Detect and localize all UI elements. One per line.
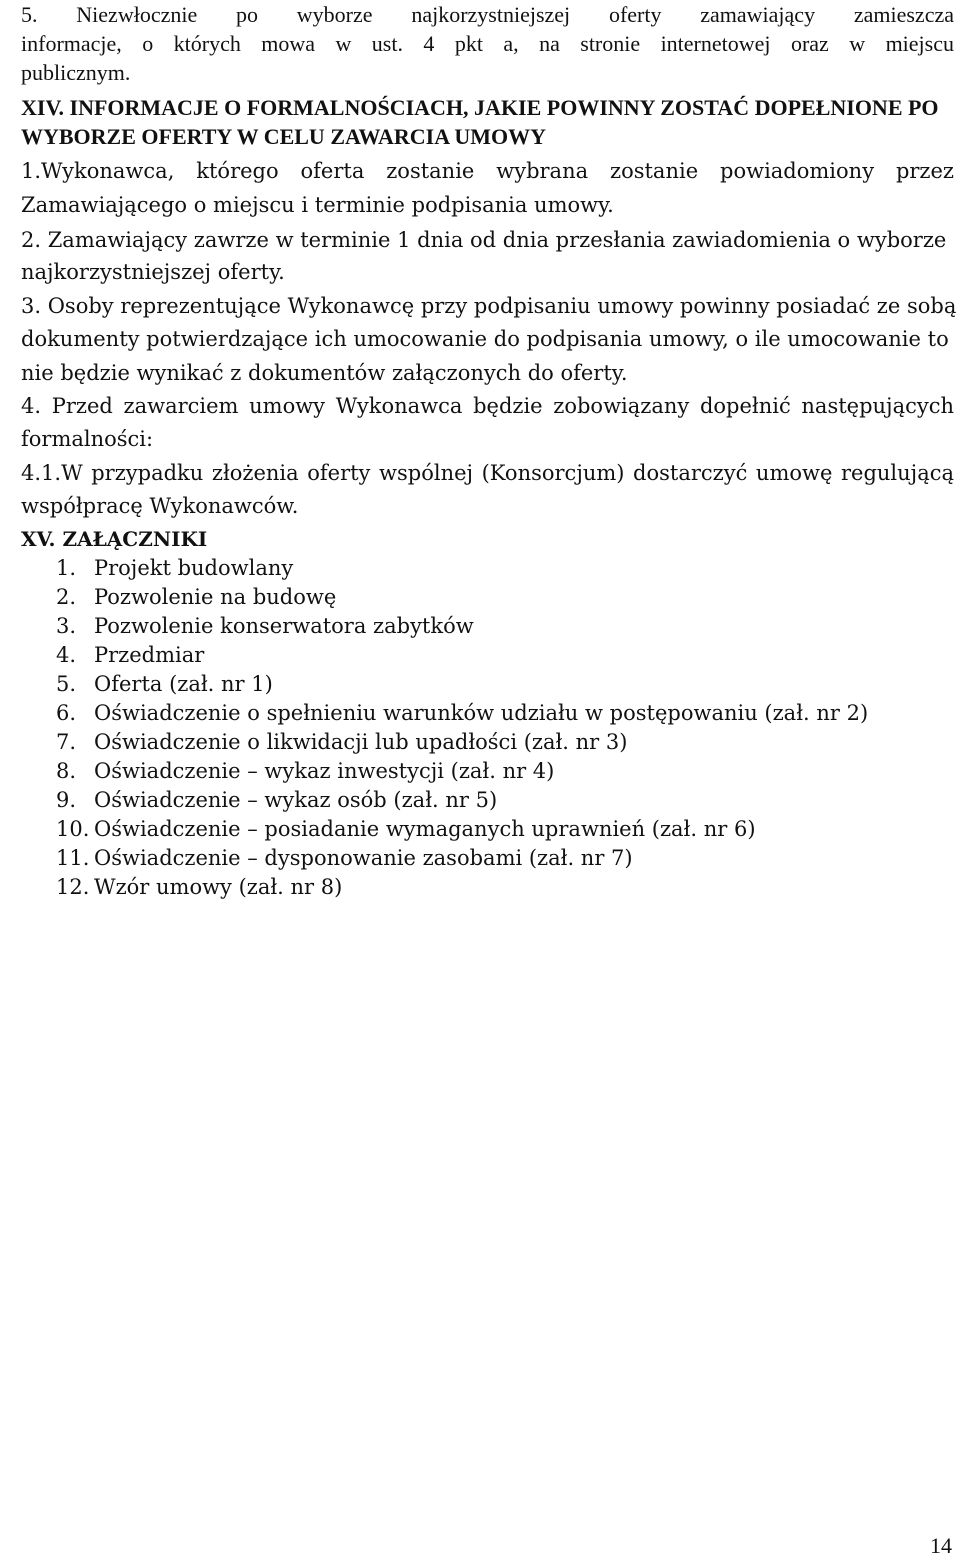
paragraph-5-line-2: informacje, o których mowa w ust. 4 pkt a, na stronie internetowej oraz w miejscu xyxy=(21,31,954,56)
list-item: 10. Oświadczenie – posiadanie wymaganych uprawnień (zał. nr 6) xyxy=(56,817,756,841)
list-item: 2. Pozwolenie na budowę xyxy=(56,585,337,609)
page-number: 14 xyxy=(930,1533,952,1558)
paragraph-3-line-3: nie będzie wynikać z dokumentów załączonych do oferty. xyxy=(21,361,628,385)
list-item: 8. Oświadczenie – wykaz inwestycji (zał. nr 4) xyxy=(56,759,555,783)
paragraph-2-line-2: najkorzystniejszej oferty. xyxy=(21,260,285,284)
list-item: 3. Pozwolenie konserwatora zabytków xyxy=(56,614,474,638)
paragraph-1-line-2: Zamawiającego o miejscu i terminie podpisania umowy. xyxy=(21,193,614,217)
paragraph-5-line-3: publicznym. xyxy=(21,60,131,85)
paragraph-1-line-1: 1.Wykonawca, którego oferta zostanie wybrana zostanie powiadomiony przez xyxy=(21,159,954,183)
paragraph-3-line-1: 3. Osoby reprezentujące Wykonawcę przy podpisaniu umowy powinny posiadać ze sobą xyxy=(21,294,957,318)
paragraph-4-line-1: 4. Przed zawarciem umowy Wykonawca będzie zobowiązany dopełnić następujących xyxy=(21,394,954,418)
list-item: 1. Projekt budowlany xyxy=(56,556,294,580)
list-item: 9. Oświadczenie – wykaz osób (zał. nr 5) xyxy=(56,788,498,812)
section-xiv-heading-cont: WYBORZE OFERTY W CELU ZAWARCIA UMOWY xyxy=(21,124,547,149)
list-item: 6. Oświadczenie o spełnieniu warunków udziału w postępowaniu (zał. nr 2) xyxy=(56,701,869,725)
list-item: 5. Oferta (zał. nr 1) xyxy=(56,672,273,696)
section-xiv-heading: XIV. INFORMACJE O FORMALNOŚCIACH, JAKIE POWINNY ZOSTAĆ DOPEŁNIONE PO xyxy=(21,95,939,120)
list-item: 12. Wzór umowy (zał. nr 8) xyxy=(56,875,343,899)
paragraph-4-1-line-2: współpracę Wykonawców. xyxy=(21,494,299,518)
paragraph-4-line-2: formalności: xyxy=(21,427,154,451)
section-xv-heading: XV. ZAŁĄCZNIKI xyxy=(21,527,208,551)
list-item: 11. Oświadczenie – dysponowanie zasobami (zał. nr 7) xyxy=(56,846,633,870)
list-item: 7. Oświadczenie o likwidacji lub upadłości (zał. nr 3) xyxy=(56,730,628,754)
paragraph-2-line-1: 2. Zamawiający zawrze w terminie 1 dnia od dnia przesłania zawiadomienia o wyborze xyxy=(21,228,947,252)
paragraph-3-line-2: dokumenty potwierdzające ich umocowanie do podpisania umowy, o ile umocowanie to xyxy=(21,327,949,351)
list-item: 4. Przedmiar xyxy=(56,643,205,667)
paragraph-5-line-1: 5. Niezwłocznie po wyborze najkorzystniejszej oferty zamawiający zamieszcza xyxy=(21,2,954,27)
paragraph-4-1-line-1: 4.1.W przypadku złożenia oferty wspólnej (Konsorcjum) dostarczyć umowę regulującą xyxy=(21,461,954,485)
